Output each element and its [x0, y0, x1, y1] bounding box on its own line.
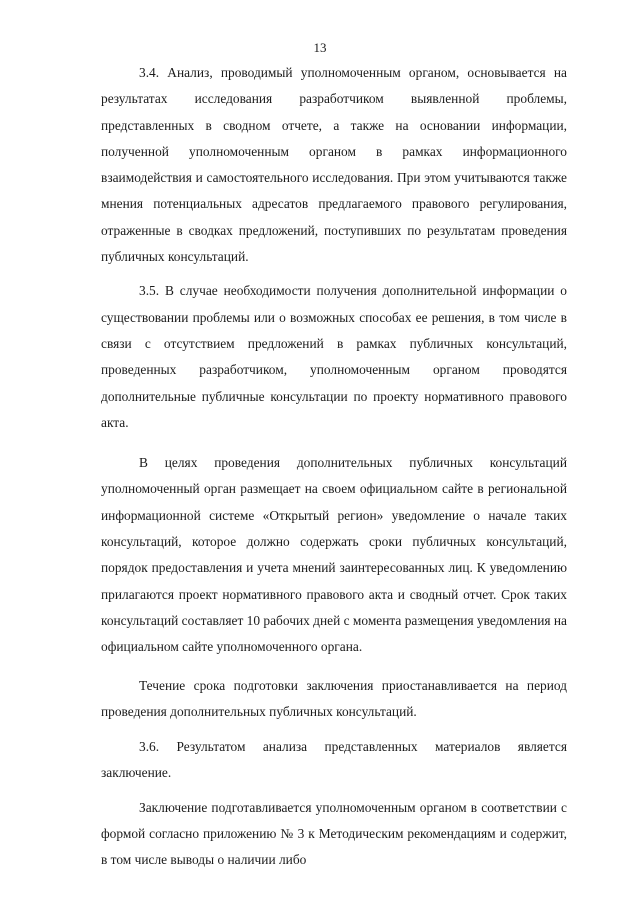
- paragraph-3-4: 3.4. Анализ, проводимый уполномоченным органом, основывается на результатах исследования разработчиком выявленной проблемы, представленных в сводном отчете, а также на основании информации, полученной уполномоченным органом в рамках информационного взаимодействия и самостоятельного исследования. При этом учитываются также мнения потенциальных адресатов предлагаемого правового регулирования, отраженные в сводках предложений, поступивших по результатам проведения публичных консультаций.: [101, 65, 567, 265]
- paragraph-3-5: 3.5. В случае необходимости получения дополнительной информации о существовании проблемы или о возможных способах ее решения, в том числе в связи с отсутствием предложений в рамках публичных консультаций, проведенных разработчиком, уполномоченным органом проводятся дополнительные публичные консультации по проекту нормативного правового акта.: [101, 283, 567, 430]
- paragraph-conclusion: Заключение подготавливается уполномоченным органом в соответствии с формой согласно приложению № 3 к Методическим рекомендациям и содержит, в том числе выводы о наличии либо: [101, 799, 567, 868]
- page-number: 13: [313, 40, 327, 55]
- document-body: [101, 60, 567, 884]
- paragraph-3-6: 3.6. Результатом анализа представленных материалов является заключение.: [101, 739, 567, 781]
- paragraph-term-suspension: Течение срока подготовки заключения приостанавливается на период проведения дополнительных публичных консультаций.: [101, 677, 567, 719]
- paragraph-additional-consultations: В целях проведения дополнительных публичных консультаций уполномоченный орган размещает на своем официальном сайте в региональной информационной системе «Открытый регион» уведомление о начале таких консультаций, которое должно содержать сроки публичных консультаций, порядок предоставления и учета мнений заинтересованных лиц. К уведомлению прилагаются проект нормативного правового акта и сводный отчет. Срок таких консультаций составляет 10 рабочих дней с момента размещения уведомления на официальном сайте уполномоченного органа.: [101, 455, 567, 655]
